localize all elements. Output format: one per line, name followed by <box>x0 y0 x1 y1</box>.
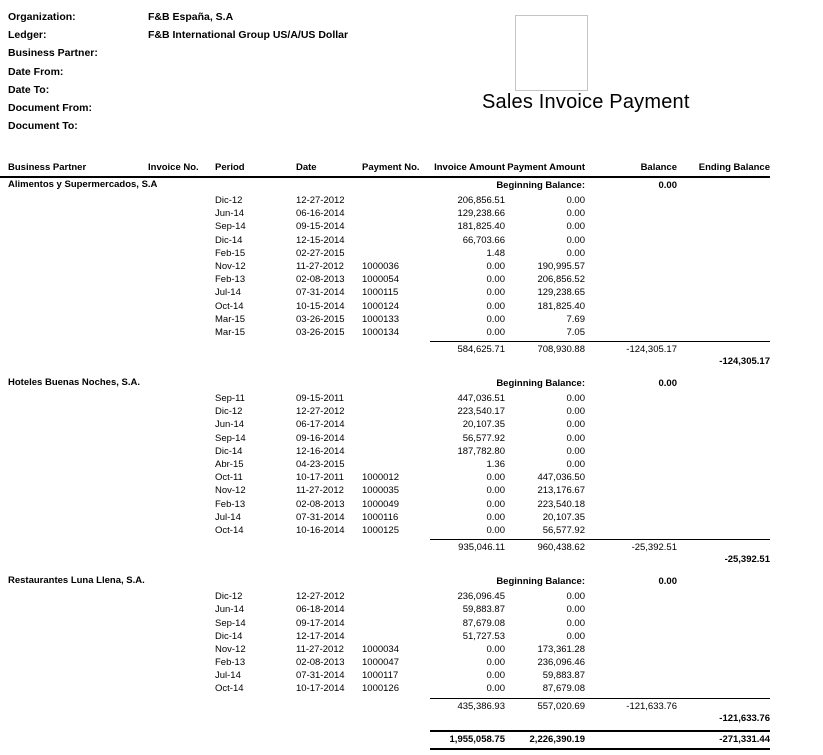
table-row <box>0 604 770 617</box>
row-period: Dic-14 <box>215 234 243 246</box>
row-payment-no <box>362 406 430 419</box>
table-row <box>0 327 770 340</box>
beginning-balance-label: Beginning Balance: <box>496 180 585 191</box>
table-row <box>0 248 770 261</box>
grand-total-row <box>0 730 770 750</box>
row-date: 11-27-2012 <box>296 485 344 497</box>
row-period: Feb-13 <box>215 274 246 286</box>
row-period: Nov-12 <box>215 260 246 272</box>
row-period: Dic-14 <box>215 630 243 642</box>
row-date: 09-15-2011 <box>296 393 344 405</box>
row-payment-no <box>362 393 430 406</box>
row-payment-amount: 56,577.92 <box>542 524 585 536</box>
row-invoice-amount: 0.00 <box>486 657 505 669</box>
row-payment-no <box>362 459 430 472</box>
table-row <box>0 433 770 446</box>
subtotal-balance: -124,305.17 <box>585 341 677 355</box>
parameter-label: Ledger: <box>8 29 47 42</box>
table-row <box>0 459 770 472</box>
row-date: 02-08-2013 <box>296 274 345 286</box>
col-header-payment-amount: Payment Amount <box>507 162 585 173</box>
business-partner-name: Restaurantes Luna Llena, S.A. <box>8 575 145 587</box>
row-payment-no: 1000126 <box>362 683 399 695</box>
row-invoice-amount: 187,782.80 <box>457 445 505 457</box>
row-payment-amount: 0.00 <box>566 406 585 418</box>
row-invoice-amount: 0.00 <box>486 326 505 338</box>
row-date: 12-17-2014 <box>296 630 345 642</box>
row-period: Jun-14 <box>215 208 245 220</box>
beginning-balance-value: 0.00 <box>658 576 677 588</box>
row-payment-amount: 0.00 <box>566 419 585 431</box>
row-period: Feb-15 <box>215 247 246 259</box>
row-payment-no <box>362 248 430 261</box>
row-payment-no <box>362 221 430 234</box>
ending-balance-value: -25,392.51 <box>724 554 770 566</box>
table-row <box>0 314 770 327</box>
row-invoice-amount: 0.00 <box>486 643 505 655</box>
subtotal-invoice-amount: 935,046.11 <box>430 539 505 553</box>
row-payment-no: 1000054 <box>362 274 399 286</box>
row-payment-no <box>362 419 430 432</box>
row-date: 02-08-2013 <box>296 657 345 669</box>
row-date: 12-16-2014 <box>296 445 345 457</box>
row-payment-no <box>362 604 430 617</box>
report-parameter-row <box>8 47 348 65</box>
row-payment-no: 1000035 <box>362 485 399 497</box>
row-invoice-amount: 0.00 <box>486 313 505 325</box>
group-ending-balance-row <box>0 712 770 726</box>
row-date: 03-26-2015 <box>296 326 345 338</box>
row-date: 12-27-2012 <box>296 195 345 206</box>
row-payment-no: 1000115 <box>362 287 399 299</box>
row-period: Feb-13 <box>215 657 246 669</box>
subtotal-payment-amount: 557,020.69 <box>505 698 585 712</box>
row-date: 07-31-2014 <box>296 287 345 299</box>
row-period: Mar-15 <box>215 313 246 325</box>
table-row <box>0 472 770 485</box>
row-date: 12-15-2014 <box>296 234 345 246</box>
table-row <box>0 235 770 248</box>
col-header-invoice-amount: Invoice Amount <box>434 162 505 173</box>
table-row <box>0 274 770 287</box>
row-payment-amount: 0.00 <box>566 221 585 233</box>
row-payment-no <box>362 195 430 208</box>
group-rows <box>0 393 770 538</box>
row-invoice-amount: 51,727.53 <box>462 630 505 642</box>
report-parameter-row <box>8 66 348 84</box>
group-subtotal-row <box>0 341 770 355</box>
row-payment-no: 1000116 <box>362 511 399 523</box>
row-date: 04-23-2015 <box>296 459 345 470</box>
partner-group <box>0 576 770 726</box>
row-invoice-amount: 66,703.66 <box>462 234 505 246</box>
table-row <box>0 221 770 234</box>
row-invoice-amount: 0.00 <box>486 670 505 682</box>
row-date: 06-16-2014 <box>296 208 345 220</box>
row-payment-amount: 0.00 <box>566 591 585 603</box>
parameter-label: Date From: <box>8 65 64 78</box>
beginning-balance-value: 0.00 <box>658 180 677 191</box>
table-row <box>0 657 770 670</box>
row-period: Jul-14 <box>215 511 241 523</box>
group-subtotal-row <box>0 698 770 712</box>
table-row <box>0 670 770 683</box>
col-header-date: Date <box>296 162 317 173</box>
row-date: 03-26-2015 <box>296 313 345 325</box>
row-period: Jul-14 <box>215 670 241 682</box>
row-payment-no <box>362 631 430 644</box>
row-period: Nov-12 <box>215 643 246 655</box>
row-period: Dic-12 <box>215 591 243 603</box>
row-period: Dic-12 <box>215 195 243 206</box>
col-header-ending-balance: Ending Balance <box>698 162 770 173</box>
subtotal-payment-amount: 960,438.62 <box>505 539 585 553</box>
col-header-business-partner: Business Partner <box>8 162 87 173</box>
business-partner-name: Hoteles Buenas Noches, S.A. <box>8 377 140 389</box>
invoice-payment-table <box>0 162 770 750</box>
table-row <box>0 406 770 419</box>
row-period: Oct-14 <box>215 524 244 536</box>
row-date: 02-08-2013 <box>296 498 345 510</box>
group-ending-balance-row <box>0 355 770 369</box>
row-payment-amount: 0.00 <box>566 195 585 206</box>
report-parameter-row <box>8 29 348 47</box>
report-title: Sales Invoice Payment <box>482 91 690 113</box>
parameter-label: Document From: <box>8 101 92 114</box>
partner-group <box>0 180 770 369</box>
row-payment-amount: 0.00 <box>566 445 585 457</box>
subtotal-ending-spacer <box>677 539 770 553</box>
subtotal-invoice-amount: 584,625.71 <box>430 341 505 355</box>
row-invoice-amount: 20,107.35 <box>462 419 505 431</box>
row-invoice-amount: 87,679.08 <box>462 617 505 629</box>
beginning-balance-value: 0.00 <box>658 378 677 390</box>
row-period: Mar-15 <box>215 326 246 338</box>
row-date: 10-17-2011 <box>296 472 344 484</box>
group-rows <box>0 591 770 697</box>
row-payment-amount: 236,096.46 <box>537 657 585 669</box>
row-period: Abr-15 <box>215 459 244 470</box>
parameter-label: Business Partner: <box>8 47 98 60</box>
row-payment-no: 1000124 <box>362 300 399 312</box>
table-row <box>0 644 770 657</box>
parameter-label: Date To: <box>8 83 50 96</box>
row-invoice-amount: 1.36 <box>486 459 505 470</box>
row-payment-amount: 181,825.40 <box>537 300 585 312</box>
table-row <box>0 485 770 498</box>
table-row <box>0 261 770 274</box>
row-period: Oct-14 <box>215 683 244 695</box>
row-payment-amount: 0.00 <box>566 459 585 470</box>
parameter-label: Document To: <box>8 120 78 133</box>
row-payment-no: 1000047 <box>362 657 399 669</box>
report-parameter-row <box>8 11 348 29</box>
row-invoice-amount: 0.00 <box>486 287 505 299</box>
total-balance-spacer <box>585 730 677 750</box>
row-date: 10-15-2014 <box>296 300 345 312</box>
table-row <box>0 618 770 631</box>
row-payment-amount: 0.00 <box>566 630 585 642</box>
row-payment-amount: 129,238.65 <box>537 287 585 299</box>
table-row <box>0 393 770 406</box>
beginning-balance-label: Beginning Balance: <box>496 378 585 390</box>
row-payment-amount: 206,856.52 <box>537 274 585 286</box>
row-payment-amount: 87,679.08 <box>542 683 585 695</box>
row-payment-amount: 223,540.18 <box>537 498 585 510</box>
row-payment-no <box>362 591 430 604</box>
row-invoice-amount: 0.00 <box>486 274 505 286</box>
row-invoice-amount: 447,036.51 <box>457 393 505 405</box>
row-period: Dic-12 <box>215 406 243 418</box>
row-payment-amount: 173,361.28 <box>537 643 585 655</box>
row-payment-no: 1000036 <box>362 260 399 272</box>
row-invoice-amount: 0.00 <box>486 472 505 484</box>
row-invoice-amount: 0.00 <box>486 260 505 272</box>
subtotal-invoice-amount: 435,386.93 <box>430 698 505 712</box>
row-payment-amount: 0.00 <box>566 208 585 220</box>
row-invoice-amount: 0.00 <box>486 498 505 510</box>
row-payment-amount: 0.00 <box>566 234 585 246</box>
row-period: Sep-14 <box>215 617 246 629</box>
row-payment-amount: 7.69 <box>566 313 585 325</box>
table-row <box>0 446 770 459</box>
row-payment-no <box>362 433 430 446</box>
row-date: 06-17-2014 <box>296 419 345 431</box>
ending-balance-value: -124,305.17 <box>719 356 770 368</box>
row-payment-amount: 0.00 <box>566 432 585 444</box>
row-date: 07-31-2014 <box>296 670 345 682</box>
table-header-row <box>0 162 770 178</box>
subtotal-balance: -25,392.51 <box>585 539 677 553</box>
col-header-payment-no: Payment No. <box>362 162 420 173</box>
row-payment-no: 1000034 <box>362 643 399 655</box>
col-header-balance: Balance <box>640 162 677 173</box>
row-date: 12-27-2012 <box>296 591 345 603</box>
partner-groups <box>0 180 770 726</box>
row-payment-no <box>362 446 430 459</box>
subtotal-payment-amount: 708,930.88 <box>505 341 585 355</box>
parameter-value: F&B España, S.A <box>148 11 234 23</box>
total-ending-balance: -271,331.44 <box>677 730 770 750</box>
row-date: 09-15-2014 <box>296 221 345 233</box>
table-row <box>0 195 770 208</box>
row-payment-no <box>362 618 430 631</box>
row-period: Jun-14 <box>215 604 245 616</box>
row-period: Sep-14 <box>215 432 246 444</box>
parameter-value: F&B International Group US/A/US Dollar <box>148 29 349 42</box>
row-payment-amount: 59,883.87 <box>542 670 585 682</box>
row-period: Oct-14 <box>215 300 244 312</box>
row-payment-amount: 0.00 <box>566 617 585 629</box>
row-payment-no: 1000134 <box>362 326 399 338</box>
row-payment-no: 1000012 <box>362 472 399 484</box>
row-period: Jun-14 <box>215 419 245 431</box>
row-invoice-amount: 59,883.87 <box>462 604 505 616</box>
total-payment-amount: 2,226,390.19 <box>505 730 585 750</box>
business-partner-name: Alimentos y Supermercados, S.A <box>8 179 158 190</box>
row-payment-no: 1000117 <box>362 670 399 682</box>
table-row <box>0 208 770 221</box>
table-row <box>0 591 770 604</box>
row-invoice-amount: 0.00 <box>486 524 505 536</box>
row-invoice-amount: 223,540.17 <box>457 406 505 418</box>
row-payment-no <box>362 208 430 221</box>
row-date: 02-27-2015 <box>296 247 345 259</box>
row-payment-no: 1000125 <box>362 524 399 536</box>
partner-group <box>0 378 770 567</box>
row-period: Sep-14 <box>215 221 246 233</box>
row-period: Oct-11 <box>215 472 243 484</box>
row-period: Jul-14 <box>215 287 241 299</box>
group-rows <box>0 195 770 340</box>
subtotal-balance: -121,633.76 <box>585 698 677 712</box>
table-row <box>0 499 770 512</box>
row-payment-amount: 20,107.35 <box>542 511 585 523</box>
row-date: 06-18-2014 <box>296 604 345 616</box>
table-row <box>0 419 770 432</box>
row-period: Dic-14 <box>215 445 243 457</box>
row-period: Nov-12 <box>215 485 246 497</box>
row-date: 11-27-2012 <box>296 643 344 655</box>
logo-placeholder <box>515 15 588 91</box>
group-header-row <box>0 180 770 195</box>
row-payment-amount: 213,176.67 <box>537 485 585 497</box>
row-date: 07-31-2014 <box>296 511 345 523</box>
table-row <box>0 525 770 538</box>
report-parameter-row <box>8 120 348 138</box>
row-invoice-amount: 0.00 <box>486 300 505 312</box>
group-header-row <box>0 378 770 393</box>
row-period: Sep-11 <box>215 393 245 405</box>
row-invoice-amount: 236,096.45 <box>457 591 505 603</box>
report-parameter-row <box>8 84 348 102</box>
row-period: Feb-13 <box>215 498 246 510</box>
subtotal-ending-spacer <box>677 341 770 355</box>
row-date: 11-27-2012 <box>296 260 344 272</box>
row-invoice-amount: 181,825.40 <box>457 221 505 233</box>
row-payment-amount: 447,036.50 <box>537 472 585 484</box>
table-row <box>0 301 770 314</box>
row-payment-amount: 0.00 <box>566 247 585 259</box>
subtotal-ending-spacer <box>677 698 770 712</box>
row-date: 10-16-2014 <box>296 524 345 536</box>
group-subtotal-row <box>0 539 770 553</box>
row-invoice-amount: 56,577.92 <box>462 432 505 444</box>
row-payment-no <box>362 235 430 248</box>
row-date: 10-17-2014 <box>296 683 345 695</box>
group-ending-balance-row <box>0 553 770 567</box>
beginning-balance-label: Beginning Balance: <box>496 576 585 588</box>
row-payment-amount: 0.00 <box>566 393 585 405</box>
col-header-period: Period <box>215 162 245 173</box>
row-date: 09-17-2014 <box>296 617 345 629</box>
row-invoice-amount: 0.00 <box>486 683 505 695</box>
row-payment-no: 1000133 <box>362 313 399 325</box>
row-payment-amount: 190,995.57 <box>537 260 585 272</box>
row-date: 09-16-2014 <box>296 432 345 444</box>
group-header-row <box>0 576 770 591</box>
row-payment-amount: 0.00 <box>566 604 585 616</box>
row-invoice-amount: 0.00 <box>486 485 505 497</box>
ending-balance-value: -121,633.76 <box>719 712 770 724</box>
row-invoice-amount: 0.00 <box>486 511 505 523</box>
row-invoice-amount: 206,856.51 <box>457 195 505 206</box>
row-date: 12-27-2012 <box>296 406 345 418</box>
table-row <box>0 631 770 644</box>
col-header-invoice-no: Invoice No. <box>148 162 199 173</box>
total-invoice-amount: 1,955,058.75 <box>430 730 505 750</box>
table-row <box>0 683 770 696</box>
row-invoice-amount: 1.48 <box>486 247 505 259</box>
table-row <box>0 287 770 300</box>
table-row <box>0 512 770 525</box>
report-parameters <box>8 11 348 138</box>
parameter-label: Organization: <box>8 11 76 23</box>
row-payment-no: 1000049 <box>362 498 399 510</box>
row-invoice-amount: 129,238.66 <box>457 208 505 220</box>
report-parameter-row <box>8 102 348 120</box>
row-payment-amount: 7.05 <box>566 326 585 338</box>
